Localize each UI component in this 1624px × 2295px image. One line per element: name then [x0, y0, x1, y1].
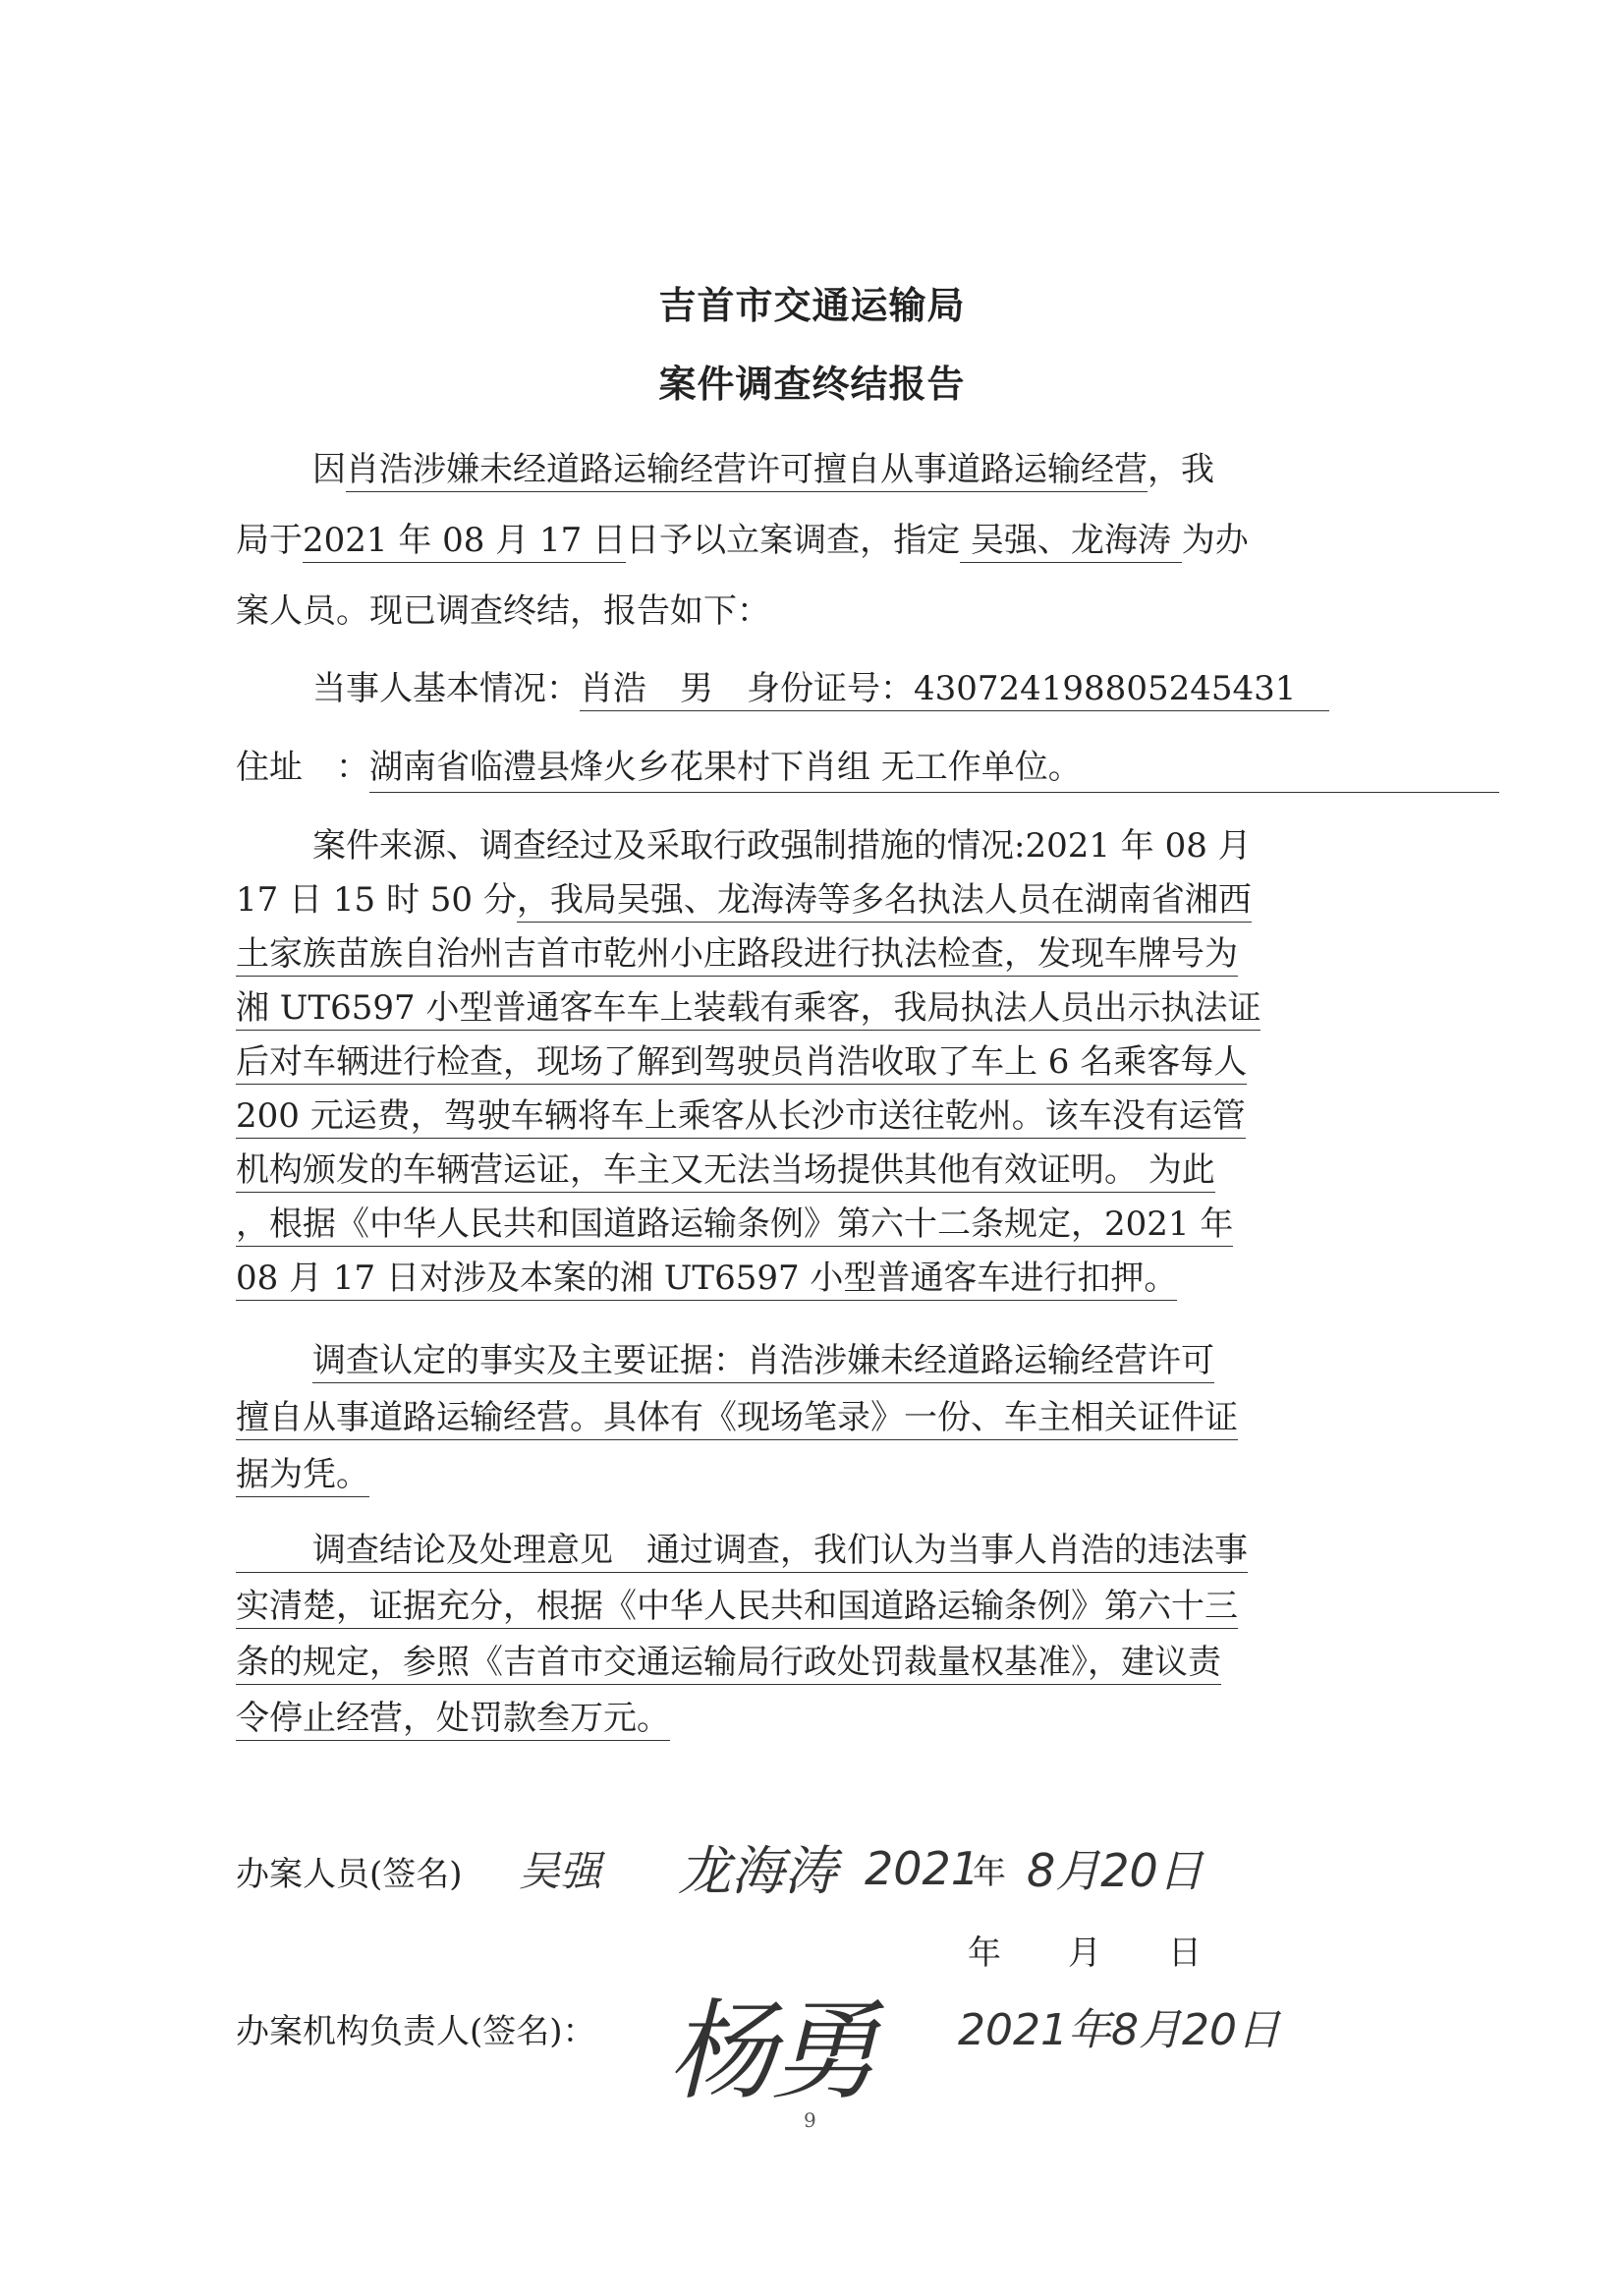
- party-address: 湖南省临澧县烽火乡花果村下肖组 无工作单位。: [369, 745, 1499, 793]
- facts-text: 擅自从事道路运输经营。具体有《现场笔录》一份、车主相关证件证: [236, 1398, 1238, 1440]
- party-label: 当事人基本情况：: [312, 669, 580, 708]
- agency-title: 吉首市交通运输局: [658, 284, 966, 327]
- head-sign-label: 办案机构负责人(签名)：: [236, 2012, 596, 2051]
- page-number: 9: [804, 2108, 816, 2132]
- conclusion-text: 实清楚，证据充分，根据《中华人民共和国道路运输条例》第六十三: [236, 1587, 1238, 1629]
- facts-line-3: [236, 1452, 369, 1497]
- source-text: ，根据《中华人民共和国道路运输条例》第六十二条规定，2021 年: [236, 1204, 1233, 1247]
- source-line-5: [236, 1039, 1247, 1085]
- source-text: 机构颁发的车辆营运证，车主又无法当场提供其他有效证明。 为此: [236, 1150, 1215, 1193]
- conclusion-line-4: [236, 1696, 670, 1741]
- facts-line-2: [236, 1395, 1238, 1440]
- source-line-1: 案件来源、调查经过及采取行政强制措施的情况:2021 年 08 月: [312, 826, 1252, 866]
- intro-text: 为办: [1181, 521, 1249, 560]
- head-date: 2021年8月20日: [958, 2005, 1280, 2055]
- source-text: 后对车辆进行检查，现场了解到驾驶员肖浩收取了车上 6 名乘客每人: [236, 1042, 1247, 1085]
- report-title: 案件调查终结报告: [658, 363, 966, 406]
- source-line-7: [236, 1148, 1215, 1193]
- conclusion-line-2: [236, 1584, 1238, 1629]
- source-line-3: [236, 931, 1238, 977]
- source-text: 08 月 17 日对涉及本案的湘 UT6597 小型普通客车进行扣押。: [236, 1259, 1177, 1301]
- party-info: 肖浩 男 身份证号：430724198805245431: [580, 669, 1329, 711]
- address-line: [236, 745, 1499, 793]
- source-line-8: [236, 1202, 1233, 1247]
- source-text: 土家族苗族自治州吉首市乾州小庄路段进行执法检查，发现车牌号为: [236, 934, 1238, 977]
- source-text: ，我局吴强、龙海涛等多名执法人员在湖南省湘西: [517, 880, 1252, 923]
- intro-text: 因: [312, 450, 346, 489]
- staff-date-nian: 年: [973, 1853, 1006, 1892]
- source-time: 17 日 15 时 50 分: [236, 880, 517, 920]
- party-line: [312, 666, 1329, 711]
- staff-date-monthday: 8月20日: [1027, 1844, 1204, 1897]
- facts-text: 据为凭。: [236, 1455, 369, 1497]
- source-line-9: [236, 1256, 1177, 1301]
- staff-date-year: 2021: [865, 1842, 980, 1895]
- intro-line-3: 案人员。现已调查终结，报告如下：: [236, 591, 770, 631]
- staff-sign-label: 办案人员(签名): [236, 1855, 463, 1894]
- intro-text: 日予以立案调查，指定: [626, 521, 961, 560]
- source-line-6: [236, 1093, 1246, 1139]
- filing-date: 2021 年 08 月 17 日: [303, 521, 626, 563]
- facts-text: 调查认定的事实及主要证据：肖浩涉嫌未经道路运输经营许可: [312, 1341, 1214, 1383]
- conclusion-text: 条的规定，参照《吉首市交通运输局行政处罚裁量权基准》，建议责: [236, 1643, 1221, 1685]
- intro-text: ，我: [1148, 450, 1214, 489]
- facts-line-1: [312, 1338, 1214, 1383]
- staff-signature-1: 吴强: [519, 1847, 602, 1895]
- source-text: 湘 UT6597 小型普通客车车上装载有乘客，我局执法人员出示执法证: [236, 988, 1260, 1031]
- blank-date: 年 月 日: [968, 1933, 1202, 1973]
- conclusion-text: 调查结论及处理意见 通过调查，我们认为当事人肖浩的违法事: [236, 1531, 1248, 1573]
- source-line-2: [236, 877, 1252, 923]
- source-line-4: [236, 985, 1260, 1031]
- intro-line-1: [312, 447, 1214, 492]
- intro-text: 局于: [236, 521, 303, 560]
- address-label: 住址 ：: [236, 748, 369, 787]
- conclusion-line-1: [236, 1528, 1248, 1573]
- intro-line-2: [236, 518, 1249, 563]
- head-signature: 杨勇: [668, 1988, 872, 2114]
- case-officers: 吴强、龙海涛: [960, 521, 1182, 563]
- conclusion-text: 令停止经营，处罚款叁万元。: [236, 1699, 670, 1741]
- staff-signature-2: 龙海涛: [678, 1840, 837, 1902]
- conclusion-line-3: [236, 1640, 1221, 1685]
- case-cause: 肖浩涉嫌未经道路运输经营许可擅自从事道路运输经营: [346, 450, 1148, 492]
- source-text: 200 元运费，驾驶车辆将车上乘客从长沙市送往乾州。该车没有运管: [236, 1096, 1246, 1139]
